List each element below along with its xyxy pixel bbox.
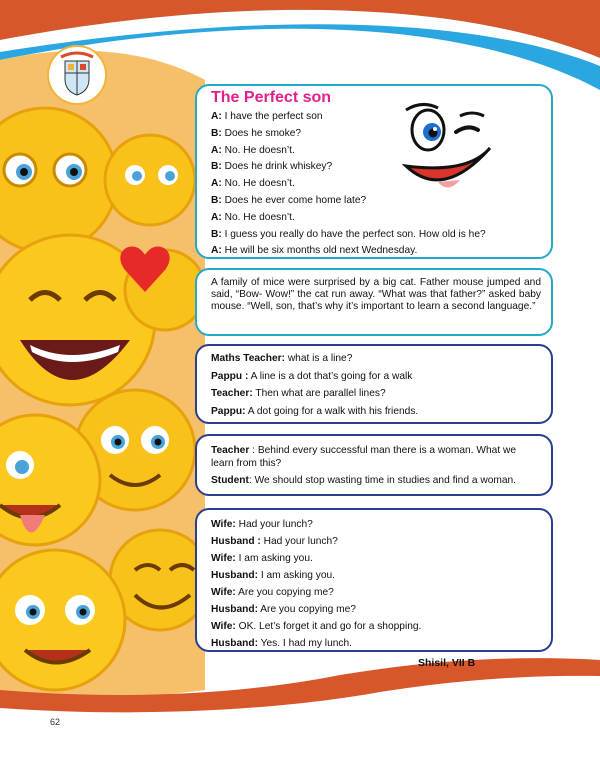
dialogue-line: Teacher: Then what are parallel lines?	[211, 388, 386, 399]
dialogue-line: A: I have the perfect son	[211, 111, 323, 122]
winking-smiley-icon	[398, 96, 498, 206]
joke-paragraph: A family of mice were surprised by a big cat. Father mouse jumped and said, “Bow- Wow!” the cat run away. “What was that father?” asked baby mouse. “Well, son, that’s why it’s important to learn a second language.”	[211, 277, 541, 312]
author-credit: Shisil, VII B	[418, 657, 476, 669]
dialogue-line: A: No. He doesn’t.	[211, 211, 295, 223]
dialogue-line: Wife: Had your lunch?	[211, 519, 313, 530]
joke-card-mice	[195, 268, 553, 336]
dialogue-line: Pappu : A line is a dot that’s going for a walk	[211, 370, 413, 382]
dialogue-line: B: Does he smoke?	[211, 127, 302, 139]
dialogue-line: Husband: Are you copying me?	[211, 604, 356, 615]
dialogue-line: Husband: I am asking you.	[211, 570, 335, 581]
joke-card-parallel-lines	[195, 344, 553, 424]
dialogue-line: Wife: I am asking you.	[211, 553, 313, 564]
dialogue-line: A: He will be six months old next Wednesday.	[211, 245, 418, 257]
dialogue-line: B: Does he drink whiskey?	[211, 161, 333, 173]
dialogue-line: A: No. He doesn’t.	[211, 144, 295, 156]
dialogue-line: Wife: OK. Let’s forget it and go for a shopping.	[211, 621, 422, 632]
joke-card-perfect-son	[195, 84, 553, 259]
dialogue-line: Maths Teacher: what is a line?	[211, 353, 353, 364]
dialogue-line: Pappu: A dot going for a walk with his friends.	[211, 405, 419, 417]
dialogue-line: B: Does he ever come home late?	[211, 194, 367, 206]
dialogue-line: Student: We should stop wasting time in studies and find a woman.	[211, 475, 517, 486]
joke-title: The Perfect son	[211, 89, 332, 106]
dialogue-line: Teacher : Behind every successful man there is a woman. What we learn from this?	[211, 445, 517, 469]
dialogue-line: Wife: Are you copying me?	[211, 587, 334, 598]
dialogue-line: A: No. He doesn’t.	[211, 178, 295, 190]
dialogue-line: Husband : Had your lunch?	[211, 536, 338, 547]
joke-card-wife-husband	[195, 508, 553, 652]
joke-card-successful-man	[195, 434, 553, 496]
school-logo-emblem	[47, 45, 107, 105]
page-number: 62	[50, 717, 61, 727]
dialogue-line: Husband: Yes. I had my lunch.	[211, 638, 352, 649]
dialogue-line: B: I guess you really do have the perfect son. How old is he?	[211, 228, 486, 240]
